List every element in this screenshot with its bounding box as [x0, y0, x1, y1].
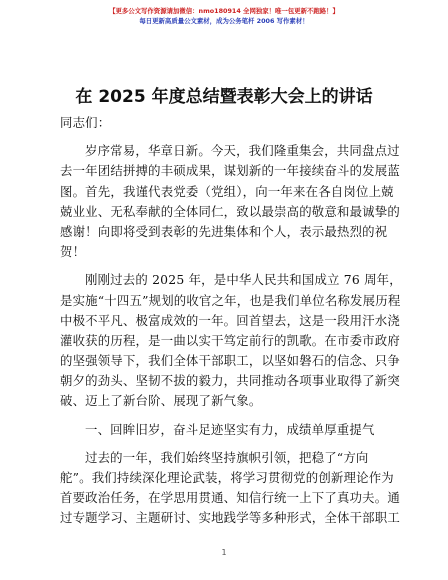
document-title: 在 2025 年度总结暨表彰大会上的讲话 [75, 87, 373, 107]
paragraph-line: 是实施“十四五”规划的收官之年，也是我们单位名称发展历程 [60, 292, 401, 308]
paragraph-line: 破、迈上了新台阶、展现了新气象。 [60, 393, 262, 409]
paragraph-line: 舵”。我们持续深化理论武装，将学习贯彻党的创新理论作为 [60, 470, 394, 485]
paragraph-line: 灌收获的历程，是一曲以实干笃定前行的凯歌。在市委市政府 [60, 332, 400, 348]
page-number: 1 [221, 548, 227, 557]
paragraph-line: 图。首先，我谨代表党委（党组），向一年来在各自岗位上兢 [60, 183, 394, 199]
document-body [60, 113, 402, 529]
paragraph-line: 的坚强领导下，我们全体干部职工，以坚如磐石的信念、只争 [60, 353, 400, 369]
paragraph-line: 感谢！向即将受到表彰的先进集体和个人，表示最热烈的祝 [60, 223, 388, 239]
paragraph-line: 首要政治任务，在学思用贯通、知信行统一上下了真功夫。通 [60, 490, 400, 506]
promo-banner-line-2: 每日更新高质量公文素材，成为公务笔杆 2006 写作素材！ [139, 17, 309, 25]
paragraph-line: 刚刚过去的 2025 年，是中华人民共和国成立 76 周年， [85, 272, 402, 288]
paragraph-line: 过去的一年，我们始终坚持旗帜引领，把稳了“方向 [85, 449, 369, 465]
salutation: 同志们： [60, 115, 111, 130]
paragraph-line: 朝夕的劲头、坚韧不拔的毅力，共同推动各项事业取得了新突 [60, 373, 400, 389]
paragraph-line: 贺！ [60, 244, 86, 260]
paragraph-line: 岁序常易，华章日新。今天，我们隆重集会，共同盘点过 [85, 143, 400, 159]
paragraph-line: 中极不平凡、极富成效的一年。回首望去，这是一段用汗水浇 [60, 312, 400, 328]
promo-banner-line-1: 【更多公文写作资源请加微信：nmo180914 全网独家！唯一包更新不跑路！】 [109, 7, 339, 15]
paragraph-line: 过专题学习、主题研讨、实地践学等多种形式，全体干部职工 [60, 510, 400, 526]
paragraph-line: 去一年团结拼搏的丰硕成果，谋划新的一年接续奋斗的发展蓝 [60, 163, 400, 179]
section-heading: 一、回眸旧岁，奋斗足迹坚实有力，成绩单厚重提气 [85, 421, 375, 437]
promo-banner [0, 6, 448, 26]
paragraph-line: 兢业业、无私奉献的全体同仁，致以最崇高的敬意和最诚挚的 [60, 203, 400, 219]
